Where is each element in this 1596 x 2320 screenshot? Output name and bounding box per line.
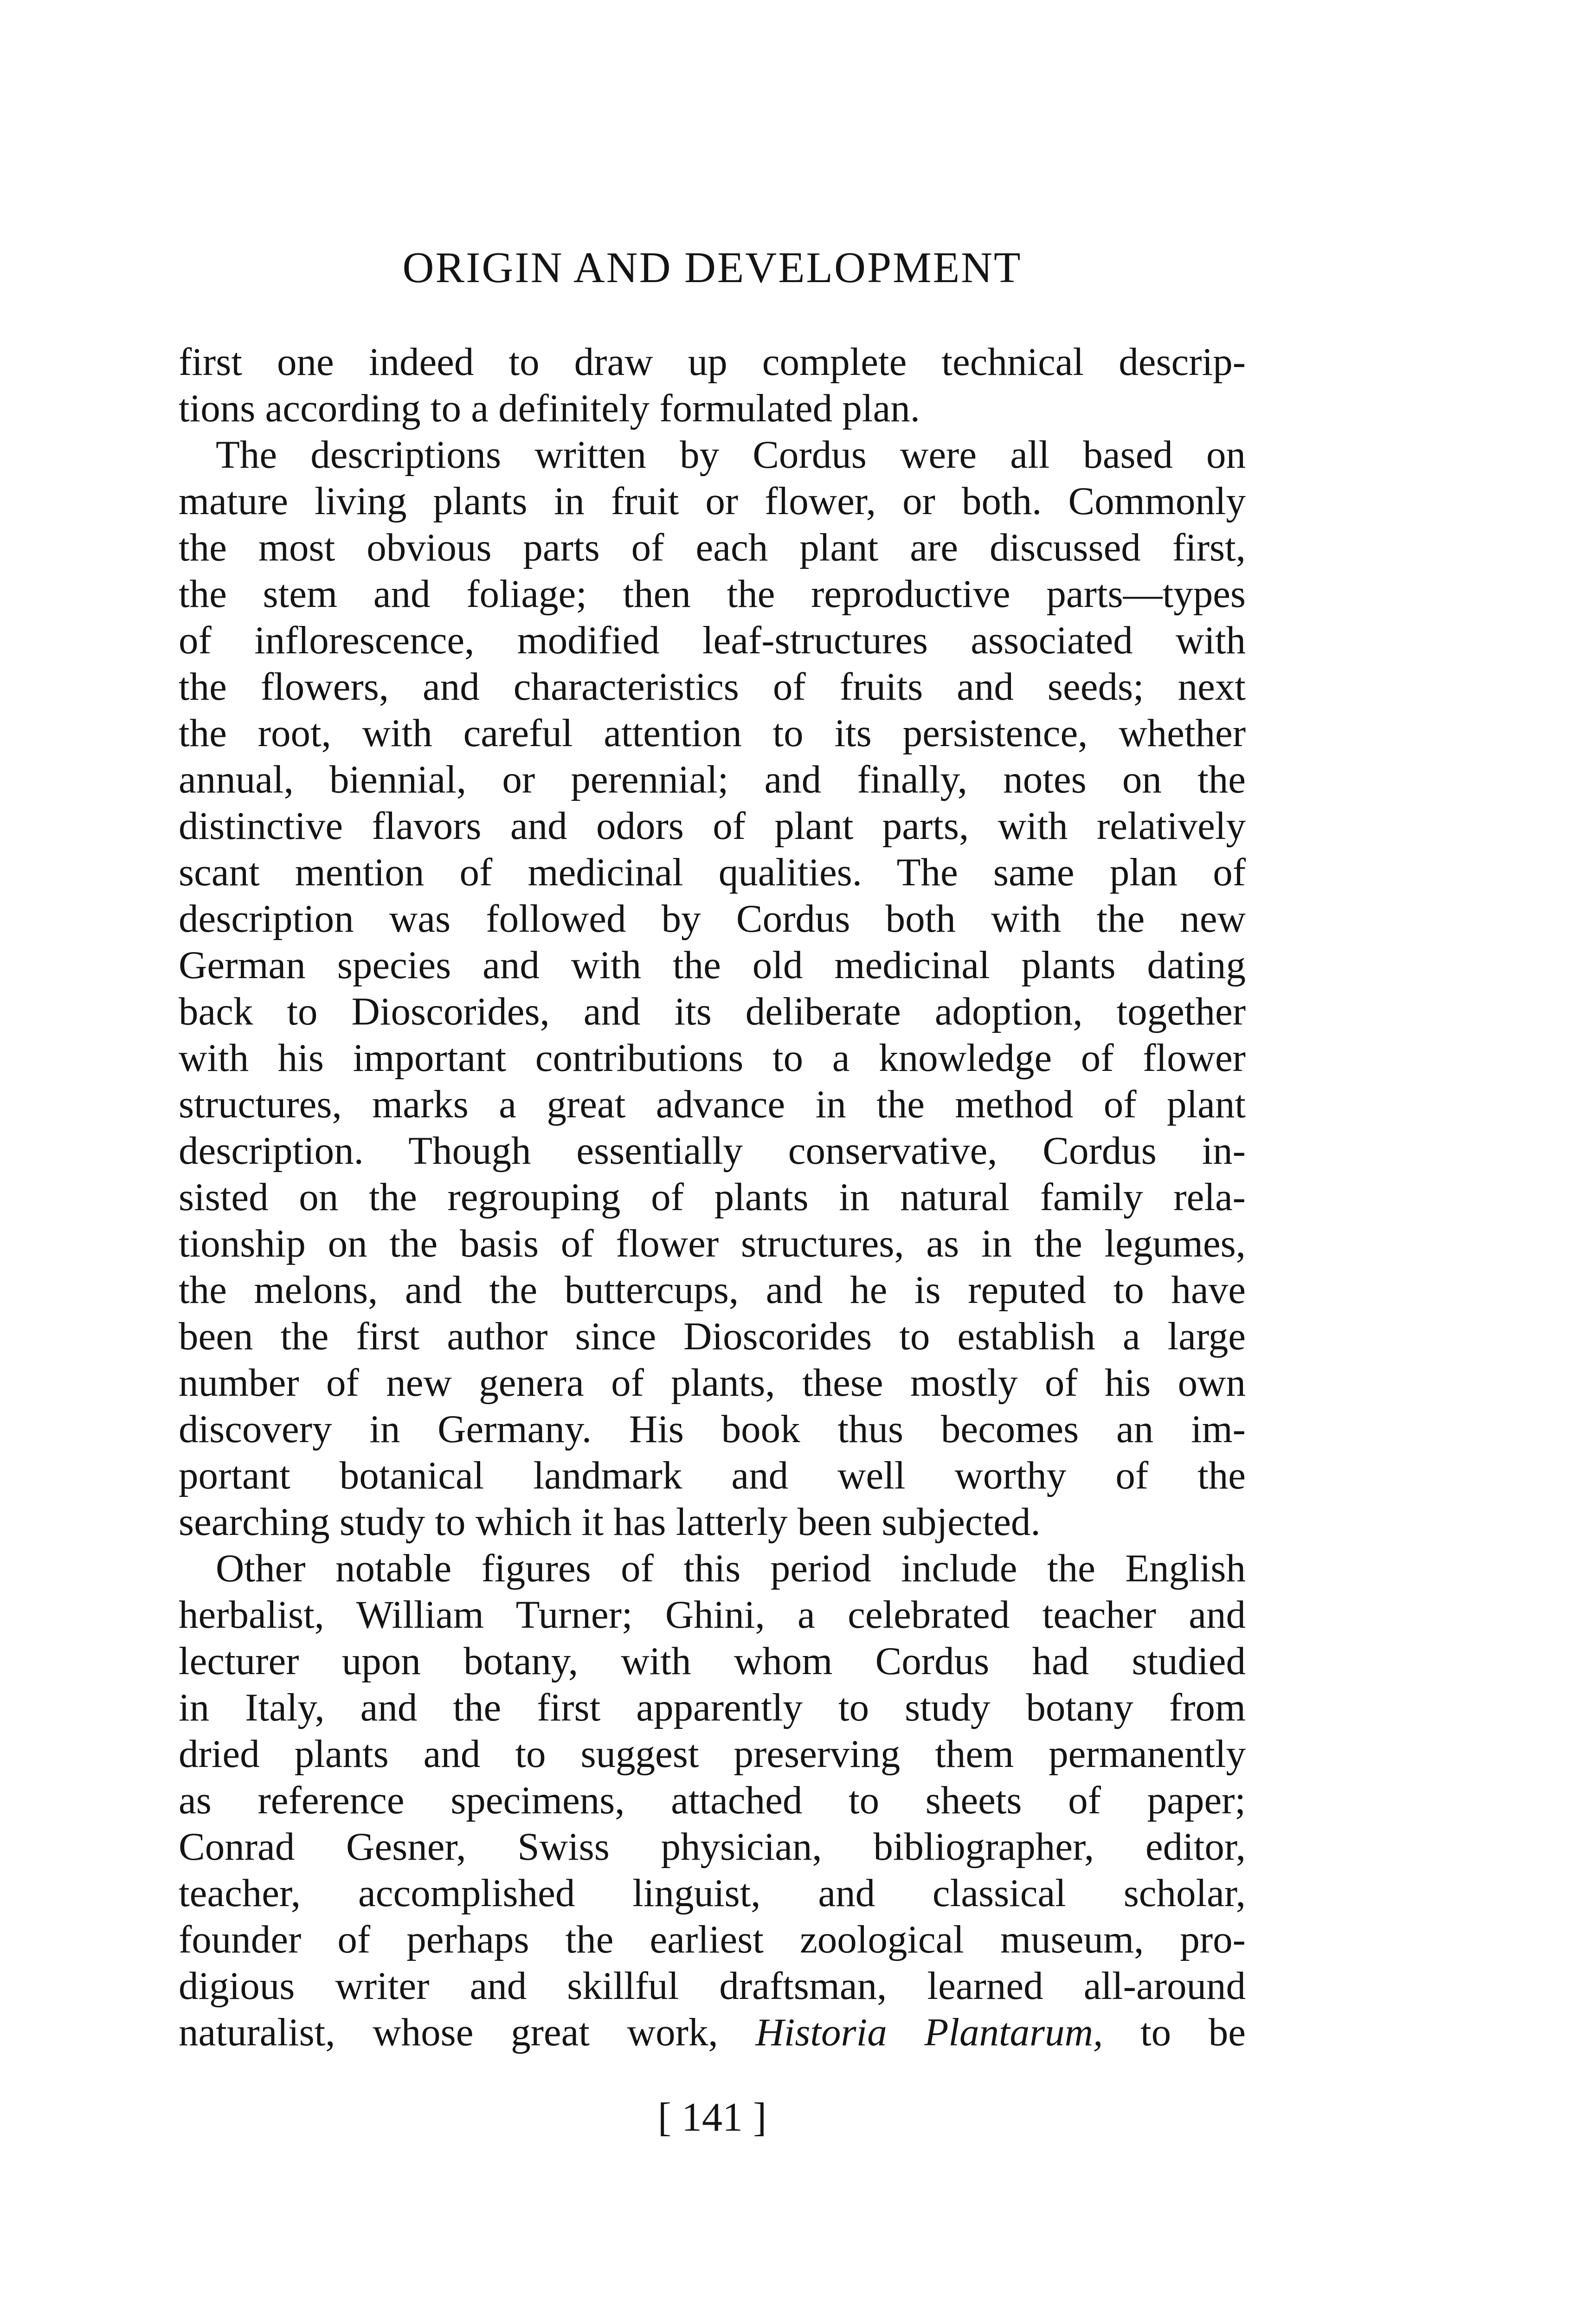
text-line: herbalist, William Turner; Ghini, a celebrated teacher and — [179, 1593, 1246, 1637]
text-line: searching study to which it has latterly been subjected. — [179, 1500, 1041, 1544]
text-line: tionship on the basis of flower structures, as in the legumes, — [179, 1222, 1246, 1265]
text-line: digious writer and skillful draftsman, learned all-around — [179, 1964, 1246, 2008]
text-line: Other notable figures of this period include the English — [216, 1547, 1246, 1590]
text-line: teacher, accomplished linguist, and classical scholar, — [179, 1871, 1246, 1915]
text-line: mature living plants in fruit or flower, or both. Commonly — [179, 479, 1246, 523]
text-line: sisted on the regrouping of plants in natural family rela- — [179, 1175, 1246, 1219]
text-line: Conrad Gesner, Swiss physician, bibliographer, editor, — [179, 1825, 1246, 1869]
text-line: The descriptions written by Cordus were all based on — [216, 433, 1246, 477]
text-line: lecturer upon botany, with whom Cordus had studied — [179, 1639, 1246, 1683]
text-line: first one indeed to draw up complete technical descrip- — [179, 340, 1246, 384]
text-line: the root, with careful attention to its persistence, whether — [179, 711, 1246, 755]
text-line: the flowers, and characteristics of fruits and seeds; next — [179, 665, 1246, 709]
text-line: of inflorescence, modified leaf-structures associated with — [179, 619, 1246, 662]
text-line: description was followed by Cordus both with the new — [179, 897, 1246, 941]
text-line: scant mention of medicinal qualities. The same plan of — [179, 851, 1246, 894]
text-line: the melons, and the buttercups, and he is reputed to have — [179, 1268, 1246, 1312]
text-line: back to Dioscorides, and its deliberate adoption, together — [179, 990, 1246, 1033]
text-line: as reference specimens, attached to sheets of paper; — [179, 1779, 1246, 1822]
page-number: [ 141 ] — [657, 2095, 767, 2140]
text-line: the most obvious parts of each plant are discussed first, — [179, 526, 1246, 569]
text-line: structures, marks a great advance in the method of plant — [179, 1083, 1246, 1126]
text-line: portant botanical landmark and well worthy of the — [179, 1454, 1246, 1497]
text-line: with his important contributions to a knowledge of flower — [179, 1036, 1246, 1080]
text-line: number of new genera of plants, these mostly of his own — [179, 1361, 1246, 1405]
text-line: the stem and foliage; then the reproductive parts—types — [179, 572, 1246, 616]
text-line-final — [179, 2009, 1246, 2056]
text-line: tions according to a definitely formulated plan. — [179, 387, 920, 430]
final-line-text-end: to be — [1103, 2011, 1246, 2054]
text-line: German species and with the old medicinal plants dating — [179, 943, 1246, 987]
text-line: discovery in Germany. His book thus becomes an im- — [179, 1407, 1246, 1451]
text-line: annual, biennial, or perennial; and finally, notes on the — [179, 758, 1246, 801]
text-line: description. Though essentially conservative, Cordus in- — [179, 1129, 1246, 1173]
text-line: distinctive flavors and odors of plant parts, with relatively — [179, 804, 1246, 848]
text-line: founder of perhaps the earliest zoological museum, pro- — [179, 1918, 1246, 1961]
book-title-historia-plantarum: Historia Plantarum, — [755, 2011, 1103, 2054]
text-line: dried plants and to suggest preserving them permanently — [179, 1732, 1246, 1776]
text-line: in Italy, and the first apparently to study botany from — [179, 1686, 1246, 1729]
final-line-text: naturalist, whose great work, — [179, 2011, 756, 2054]
body-text — [179, 339, 1246, 2056]
text-line: been the first author since Dioscorides to establish a large — [179, 1315, 1246, 1358]
running-head: ORIGIN AND DEVELOPMENT — [402, 244, 1022, 292]
